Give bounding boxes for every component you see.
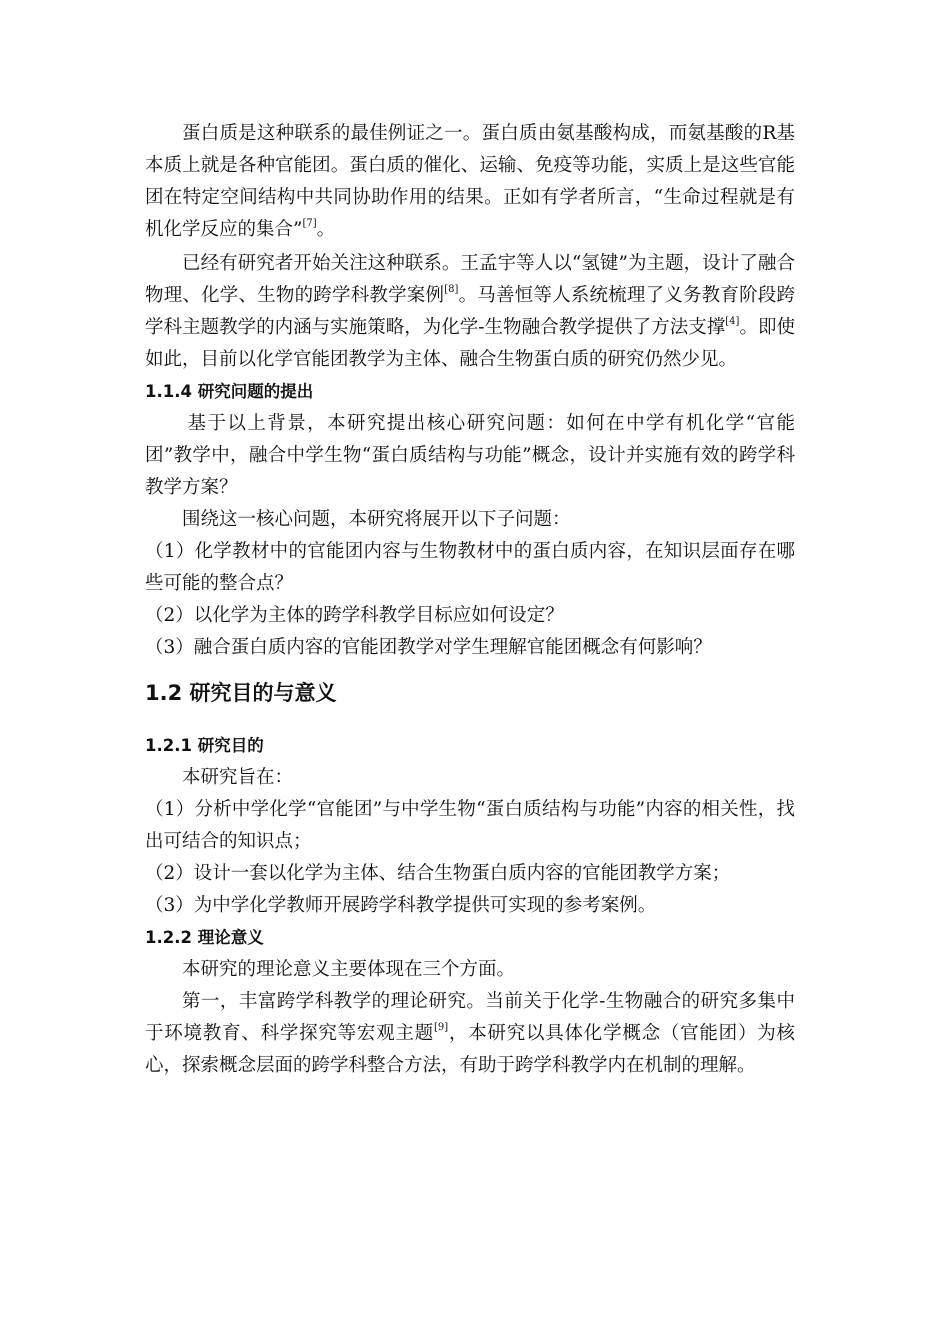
list-item-aim-3: （3）为中学化学教师开展跨学科教学提供可实现的参考案例。: [145, 895, 657, 916]
paragraph-text: ，本研究以具体化学概念（官能团）为核心，探索概念层面的跨学科整合方法，有助于跨学科教学内在机制的理解。: [145, 1023, 795, 1076]
paragraph-theory-first: [145, 986, 795, 1082]
list-item-question-3: （3）融合蛋白质内容的官能团教学对学生理解官能团概念有何影响？: [145, 637, 712, 658]
paragraph-sub-questions-intro: 围绕这一核心问题，本研究将展开以下子问题：: [182, 509, 571, 530]
citation-ref: [4]: [725, 316, 740, 327]
list-item-question-1: （1）化学教材中的官能团内容与生物教材中的蛋白质内容，在知识层面存在哪些可能的整合点？: [145, 541, 795, 594]
heading-1-1-4: 1.1.4 研究问题的提出: [145, 382, 314, 401]
heading-1-2: 1.2 研究目的与意义: [145, 681, 337, 705]
document-body: [145, 118, 795, 1082]
paragraph-text: 第一，丰富跨学科教学的理论研究。当前关于化学-生物融合的研究多集中于环境教育、科学探究等宏观主题: [145, 991, 795, 1044]
paragraph-text: 。即使如此，目前以化学官能团教学为主体、融合生物蛋白质的研究仍然少见。: [145, 317, 795, 370]
paragraph-protein-example: [145, 118, 795, 246]
heading-1-2-1: 1.2.1 研究目的: [145, 736, 264, 755]
list-item-aim-1: （1）分析中学化学“官能团”与中学生物“蛋白质结构与功能”内容的相关性，找出可结合的知识点；: [145, 799, 795, 852]
list-item-aim-2: （2）设计一套以化学为主体、结合生物蛋白质内容的官能团教学方案；: [145, 863, 731, 884]
citation-ref: [8]: [444, 284, 459, 295]
paragraph-prior-research: [145, 248, 795, 376]
paragraph-text: 。马善恒等人系统梳理了义务教育阶段跨学科主题教学的内涵与实施策略，为化学-生物融合教学提供了方法支撑: [145, 285, 795, 338]
citation-ref: [7]: [302, 218, 317, 229]
paragraph-core-question: 基于以上背景，本研究提出核心研究问题：如何在中学有机化学“官能团”教学中，融合中学生物“蛋白质结构与功能”概念，设计并实施有效的跨学科教学方案？: [145, 413, 795, 498]
paragraph-aims-intro: 本研究旨在：: [182, 767, 294, 788]
heading-1-2-2: 1.2.2 理论意义: [145, 928, 264, 947]
paragraph-text: 蛋白质是这种联系的最佳例证之一。蛋白质由氨基酸构成，而氨基酸的R基本质上就是各种官能团。蛋白质的催化、运输、免疫等功能，实质上是这些官能团在特定空间结构中共同协助作用的结果。正如有学者所言，“生命过程就是有机化学反应的集合”: [145, 123, 795, 240]
paragraph-tail: 。: [316, 219, 336, 240]
paragraph-theory-intro: 本研究的理论意义主要体现在三个方面。: [182, 959, 516, 980]
list-item-question-2: （2）以化学为主体的跨学科教学目标应如何设定？: [145, 605, 564, 626]
paragraph-text: 已经有研究者开始关注这种联系。王孟宇等人以“氢键”为主题，设计了融合物理、化学、生物的跨学科教学案例: [145, 253, 795, 306]
citation-ref: [9]: [434, 1022, 449, 1033]
